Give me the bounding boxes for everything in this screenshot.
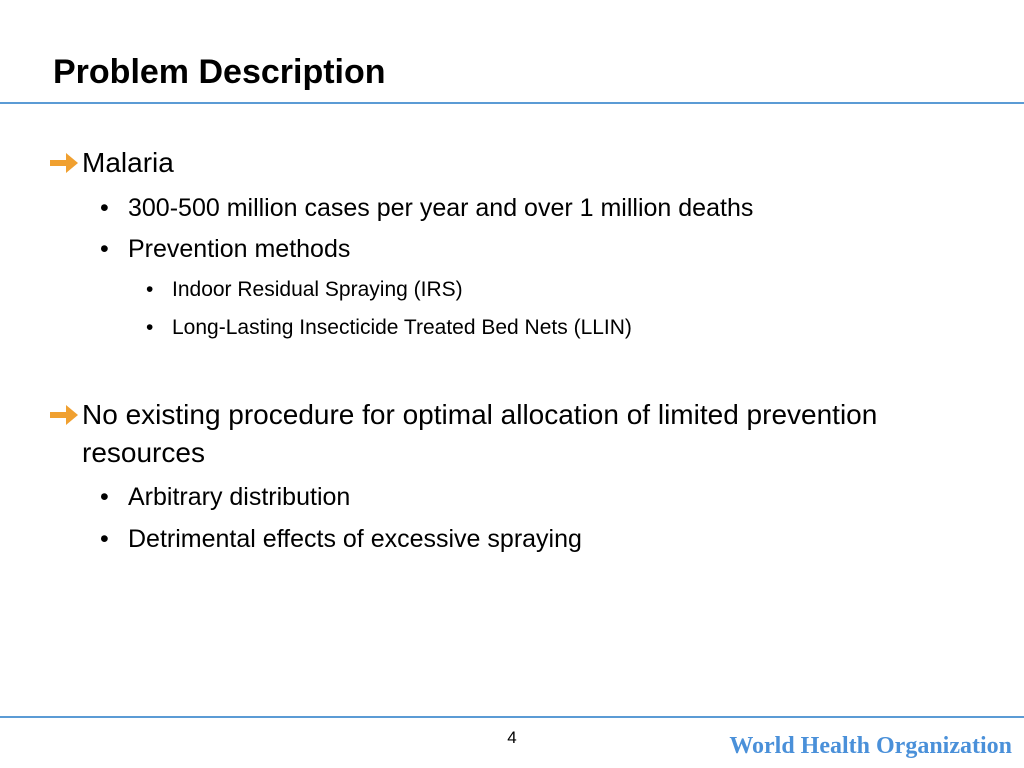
sub-list-item xyxy=(146,275,986,305)
section-heading-text: Malaria xyxy=(82,147,174,178)
list-item-text: Arbitrary distribution xyxy=(128,483,351,511)
page-number: 4 xyxy=(507,728,517,747)
bullet-dot: • xyxy=(146,278,154,301)
list-item xyxy=(100,522,980,556)
bullet-dot: • xyxy=(100,194,109,222)
arrow-right-icon xyxy=(48,144,80,182)
sub-list-item-text: Long-Lasting Insecticide Treated Bed Nets (LLIN) xyxy=(172,316,632,339)
list-item xyxy=(100,480,980,514)
list-item-text: 300-500 million cases per year and over 1 million deaths xyxy=(128,194,754,222)
list-item xyxy=(100,191,980,225)
bullet-dot: • xyxy=(100,525,109,553)
section-heading-allocation xyxy=(48,396,948,472)
list-item-text: Detrimental effects of excessive spraying xyxy=(128,525,582,553)
bullet-dot: • xyxy=(100,235,109,263)
section-heading-malaria xyxy=(48,144,948,182)
sub-list-item-text: Indoor Residual Spraying (IRS) xyxy=(172,278,463,301)
bullet-dot: • xyxy=(100,483,109,511)
title-divider xyxy=(0,102,1024,104)
sub-list-item xyxy=(146,313,986,343)
section-heading-text: No existing procedure for optimal allocation of limited prevention resources xyxy=(82,399,878,468)
arrow-right-icon xyxy=(48,396,80,434)
bullet-dot: • xyxy=(146,316,154,339)
list-item xyxy=(100,232,980,266)
slide-title: Problem Description xyxy=(53,53,386,91)
list-item-text: Prevention methods xyxy=(128,235,351,263)
organization-name: World Health Organization xyxy=(729,733,1012,759)
footer-divider xyxy=(0,716,1024,718)
